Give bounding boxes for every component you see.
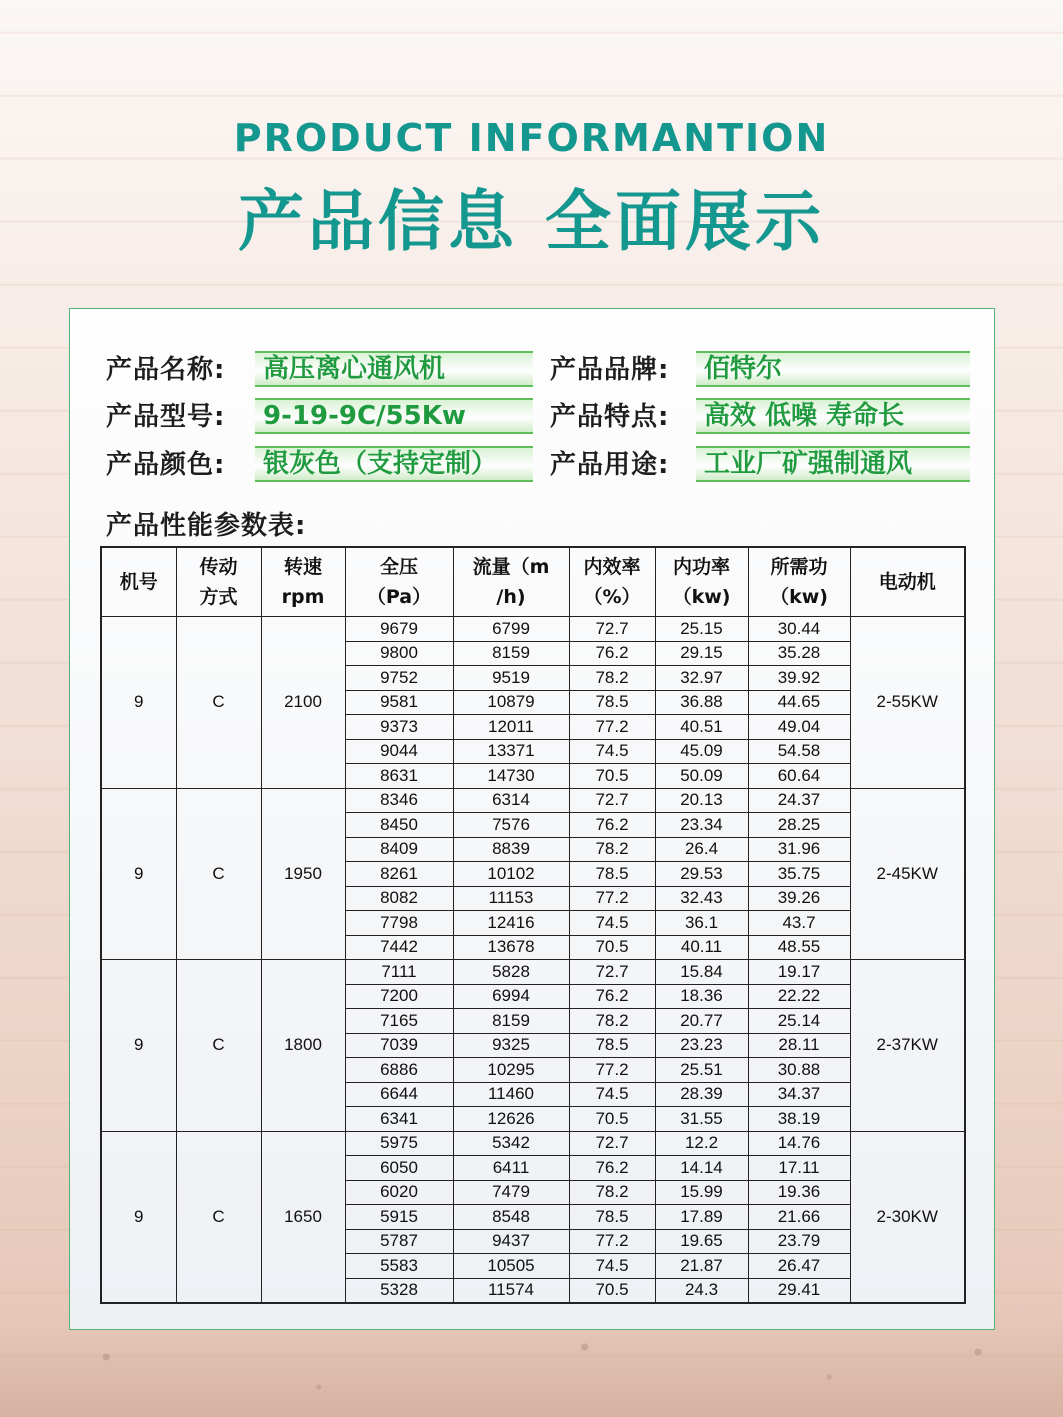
required-power-cell: 24.37	[748, 788, 850, 813]
motor-cell: 2-37KW	[850, 960, 965, 1132]
efficiency-cell: 70.5	[569, 764, 655, 789]
column-header-line1: 机号	[119, 571, 158, 593]
total-pressure-cell: 6644	[345, 1082, 453, 1107]
flow-cell: 9437	[453, 1229, 569, 1254]
required-power-cell: 14.76	[748, 1131, 850, 1156]
required-power-cell: 54.58	[748, 739, 850, 764]
table-title: 产品性能参数表:	[106, 511, 307, 541]
flow-cell: 12626	[453, 1107, 569, 1132]
background-brick-texture	[0, 1317, 1063, 1417]
required-power-cell: 28.11	[748, 1033, 850, 1058]
total-pressure-cell: 8631	[345, 764, 453, 789]
required-power-cell: 26.47	[748, 1254, 850, 1279]
drive-type-cell: C	[176, 617, 261, 789]
efficiency-cell: 78.5	[569, 1033, 655, 1058]
total-pressure-cell: 9679	[345, 617, 453, 642]
efficiency-cell: 72.7	[569, 1131, 655, 1156]
efficiency-cell: 78.2	[569, 666, 655, 691]
flow-cell: 13678	[453, 935, 569, 960]
flow-cell: 9519	[453, 666, 569, 691]
efficiency-cell: 74.5	[569, 1254, 655, 1279]
column-header-line2: /h)	[496, 586, 526, 608]
total-pressure-cell: 8082	[345, 886, 453, 911]
flow-cell: 6314	[453, 788, 569, 813]
total-pressure-cell: 7111	[345, 960, 453, 985]
efficiency-cell: 77.2	[569, 1058, 655, 1083]
internal-power-cell: 36.1	[655, 911, 748, 936]
color-value: 银灰色（支持定制）	[255, 446, 533, 482]
required-power-cell: 48.55	[748, 935, 850, 960]
required-power-cell: 19.36	[748, 1180, 850, 1205]
total-pressure-cell: 6886	[345, 1058, 453, 1083]
color-label: 产品颜色:	[106, 450, 226, 480]
internal-power-cell: 15.99	[655, 1180, 748, 1205]
required-power-cell: 30.88	[748, 1058, 850, 1083]
flow-cell: 10102	[453, 862, 569, 887]
column-header	[569, 547, 655, 617]
required-power-cell: 35.28	[748, 641, 850, 666]
flow-cell: 10879	[453, 690, 569, 715]
total-pressure-cell: 9752	[345, 666, 453, 691]
rpm-cell: 2100	[261, 617, 345, 789]
required-power-cell: 29.41	[748, 1278, 850, 1303]
internal-power-cell: 32.43	[655, 886, 748, 911]
internal-power-cell: 15.84	[655, 960, 748, 985]
table-row	[101, 788, 965, 813]
column-header-line1: 传动	[199, 556, 238, 578]
usage-value: 工业厂矿强制通风	[696, 446, 970, 482]
required-power-cell: 43.7	[748, 911, 850, 936]
required-power-cell: 35.75	[748, 862, 850, 887]
flow-cell: 9325	[453, 1033, 569, 1058]
flow-cell: 13371	[453, 739, 569, 764]
column-header-line1: 转速	[283, 556, 322, 578]
internal-power-cell: 50.09	[655, 764, 748, 789]
total-pressure-cell: 9800	[345, 641, 453, 666]
required-power-cell: 39.92	[748, 666, 850, 691]
total-pressure-cell: 5915	[345, 1205, 453, 1230]
total-pressure-cell: 8261	[345, 862, 453, 887]
internal-power-cell: 32.97	[655, 666, 748, 691]
rpm-cell: 1650	[261, 1131, 345, 1303]
flow-cell: 5342	[453, 1131, 569, 1156]
efficiency-cell: 77.2	[569, 1229, 655, 1254]
internal-power-cell: 24.3	[655, 1278, 748, 1303]
performance-table	[100, 546, 966, 1304]
efficiency-cell: 77.2	[569, 715, 655, 740]
internal-power-cell: 23.23	[655, 1033, 748, 1058]
internal-power-cell: 18.36	[655, 984, 748, 1009]
flow-cell: 6799	[453, 617, 569, 642]
column-header	[850, 547, 965, 617]
required-power-cell: 60.64	[748, 764, 850, 789]
column-header-line1: 内功率	[672, 556, 730, 578]
column-header-line2: （%）	[583, 586, 641, 608]
internal-power-cell: 45.09	[655, 739, 748, 764]
total-pressure-cell: 6341	[345, 1107, 453, 1132]
internal-power-cell: 40.11	[655, 935, 748, 960]
required-power-cell: 17.11	[748, 1156, 850, 1181]
total-pressure-cell: 7200	[345, 984, 453, 1009]
efficiency-cell: 70.5	[569, 1278, 655, 1303]
column-header-line2: rpm	[281, 586, 325, 608]
table-row	[101, 960, 965, 985]
efficiency-cell: 70.5	[569, 1107, 655, 1132]
total-pressure-cell: 8346	[345, 788, 453, 813]
internal-power-cell: 20.77	[655, 1009, 748, 1034]
required-power-cell: 44.65	[748, 690, 850, 715]
flow-cell: 12416	[453, 911, 569, 936]
flow-cell: 11574	[453, 1278, 569, 1303]
motor-cell: 2-30KW	[850, 1131, 965, 1303]
column-header-line1: 流量（m	[472, 556, 550, 578]
flow-cell: 6411	[453, 1156, 569, 1181]
total-pressure-cell: 7442	[345, 935, 453, 960]
efficiency-cell: 78.2	[569, 1009, 655, 1034]
total-pressure-cell: 9373	[345, 715, 453, 740]
table-header-row	[101, 547, 965, 617]
internal-power-cell: 20.13	[655, 788, 748, 813]
column-header	[345, 547, 453, 617]
flow-cell: 10295	[453, 1058, 569, 1083]
product-info-panel	[69, 308, 995, 1330]
total-pressure-cell: 5328	[345, 1278, 453, 1303]
efficiency-cell: 78.2	[569, 837, 655, 862]
required-power-cell: 49.04	[748, 715, 850, 740]
total-pressure-cell: 6020	[345, 1180, 453, 1205]
table-row	[101, 617, 965, 642]
efficiency-cell: 72.7	[569, 617, 655, 642]
required-power-cell: 22.22	[748, 984, 850, 1009]
column-header-line2: 方式	[199, 586, 238, 608]
required-power-cell: 23.79	[748, 1229, 850, 1254]
rpm-cell: 1800	[261, 960, 345, 1132]
flow-cell: 8839	[453, 837, 569, 862]
required-power-cell: 31.96	[748, 837, 850, 862]
internal-power-cell: 17.89	[655, 1205, 748, 1230]
internal-power-cell: 21.87	[655, 1254, 748, 1279]
column-header-line1: 所需功	[770, 556, 828, 578]
usage-label: 产品用途:	[550, 450, 670, 480]
column-header-line2: （Pa）	[366, 586, 432, 608]
column-header-line1: 电动机	[878, 571, 936, 593]
efficiency-cell: 76.2	[569, 641, 655, 666]
flow-cell: 6994	[453, 984, 569, 1009]
model-label: 产品型号:	[106, 402, 226, 432]
drive-type-cell: C	[176, 960, 261, 1132]
total-pressure-cell: 7039	[345, 1033, 453, 1058]
machine-number-cell: 9	[101, 617, 176, 789]
internal-power-cell: 40.51	[655, 715, 748, 740]
name-label: 产品名称:	[106, 355, 226, 385]
total-pressure-cell: 5975	[345, 1131, 453, 1156]
internal-power-cell: 12.2	[655, 1131, 748, 1156]
brand-value: 佰特尔	[696, 351, 970, 387]
efficiency-cell: 70.5	[569, 935, 655, 960]
efficiency-cell: 76.2	[569, 813, 655, 838]
rpm-cell: 1950	[261, 788, 345, 960]
efficiency-cell: 74.5	[569, 911, 655, 936]
internal-power-cell: 26.4	[655, 837, 748, 862]
flow-cell: 7479	[453, 1180, 569, 1205]
required-power-cell: 28.25	[748, 813, 850, 838]
efficiency-cell: 78.5	[569, 690, 655, 715]
page-title-english: PRODUCT INFORMANTION	[233, 116, 830, 160]
column-header-line1: 全压	[379, 556, 418, 578]
feature-label: 产品特点:	[550, 402, 670, 432]
table-body	[101, 617, 965, 1304]
internal-power-cell: 31.55	[655, 1107, 748, 1132]
total-pressure-cell: 8409	[345, 837, 453, 862]
total-pressure-cell: 9581	[345, 690, 453, 715]
total-pressure-cell: 8450	[345, 813, 453, 838]
required-power-cell: 39.26	[748, 886, 850, 911]
column-header	[261, 547, 345, 617]
required-power-cell: 30.44	[748, 617, 850, 642]
column-header	[101, 547, 176, 617]
efficiency-cell: 74.5	[569, 1082, 655, 1107]
internal-power-cell: 36.88	[655, 690, 748, 715]
flow-cell: 11153	[453, 886, 569, 911]
drive-type-cell: C	[176, 1131, 261, 1303]
flow-cell: 7576	[453, 813, 569, 838]
efficiency-cell: 72.7	[569, 960, 655, 985]
internal-power-cell: 25.51	[655, 1058, 748, 1083]
flow-cell: 14730	[453, 764, 569, 789]
page-title-chinese: 产品信息 全面展示	[238, 183, 825, 260]
column-header	[748, 547, 850, 617]
required-power-cell: 21.66	[748, 1205, 850, 1230]
internal-power-cell: 25.15	[655, 617, 748, 642]
feature-value: 高效 低噪 寿命长	[696, 398, 970, 434]
internal-power-cell: 28.39	[655, 1082, 748, 1107]
total-pressure-cell: 5583	[345, 1254, 453, 1279]
required-power-cell: 25.14	[748, 1009, 850, 1034]
flow-cell: 12011	[453, 715, 569, 740]
efficiency-cell: 76.2	[569, 1156, 655, 1181]
required-power-cell: 34.37	[748, 1082, 850, 1107]
motor-cell: 2-55KW	[850, 617, 965, 789]
machine-number-cell: 9	[101, 1131, 176, 1303]
flow-cell: 8159	[453, 641, 569, 666]
total-pressure-cell: 7165	[345, 1009, 453, 1034]
model-value: 9-19-9C/55Kw	[255, 398, 533, 434]
internal-power-cell: 19.65	[655, 1229, 748, 1254]
table-row	[101, 1131, 965, 1156]
total-pressure-cell: 7798	[345, 911, 453, 936]
internal-power-cell: 23.34	[655, 813, 748, 838]
machine-number-cell: 9	[101, 788, 176, 960]
efficiency-cell: 74.5	[569, 739, 655, 764]
column-header	[655, 547, 748, 617]
efficiency-cell: 77.2	[569, 886, 655, 911]
total-pressure-cell: 5787	[345, 1229, 453, 1254]
total-pressure-cell: 6050	[345, 1156, 453, 1181]
efficiency-cell: 76.2	[569, 984, 655, 1009]
column-header-line1: 内效率	[583, 556, 641, 578]
total-pressure-cell: 9044	[345, 739, 453, 764]
internal-power-cell: 29.53	[655, 862, 748, 887]
internal-power-cell: 14.14	[655, 1156, 748, 1181]
flow-cell: 5828	[453, 960, 569, 985]
motor-cell: 2-45KW	[850, 788, 965, 960]
flow-cell: 8159	[453, 1009, 569, 1034]
efficiency-cell: 72.7	[569, 788, 655, 813]
efficiency-cell: 78.5	[569, 862, 655, 887]
required-power-cell: 19.17	[748, 960, 850, 985]
internal-power-cell: 29.15	[655, 641, 748, 666]
name-value: 高压离心通风机	[255, 351, 533, 387]
flow-cell: 8548	[453, 1205, 569, 1230]
machine-number-cell: 9	[101, 960, 176, 1132]
column-header-line2: （kw)	[672, 586, 731, 608]
efficiency-cell: 78.2	[569, 1180, 655, 1205]
drive-type-cell: C	[176, 788, 261, 960]
column-header	[176, 547, 261, 617]
efficiency-cell: 78.5	[569, 1205, 655, 1230]
flow-cell: 11460	[453, 1082, 569, 1107]
required-power-cell: 38.19	[748, 1107, 850, 1132]
flow-cell: 10505	[453, 1254, 569, 1279]
brand-label: 产品品牌:	[550, 355, 670, 385]
column-header-line2: （kw)	[770, 586, 828, 608]
column-header	[453, 547, 569, 617]
